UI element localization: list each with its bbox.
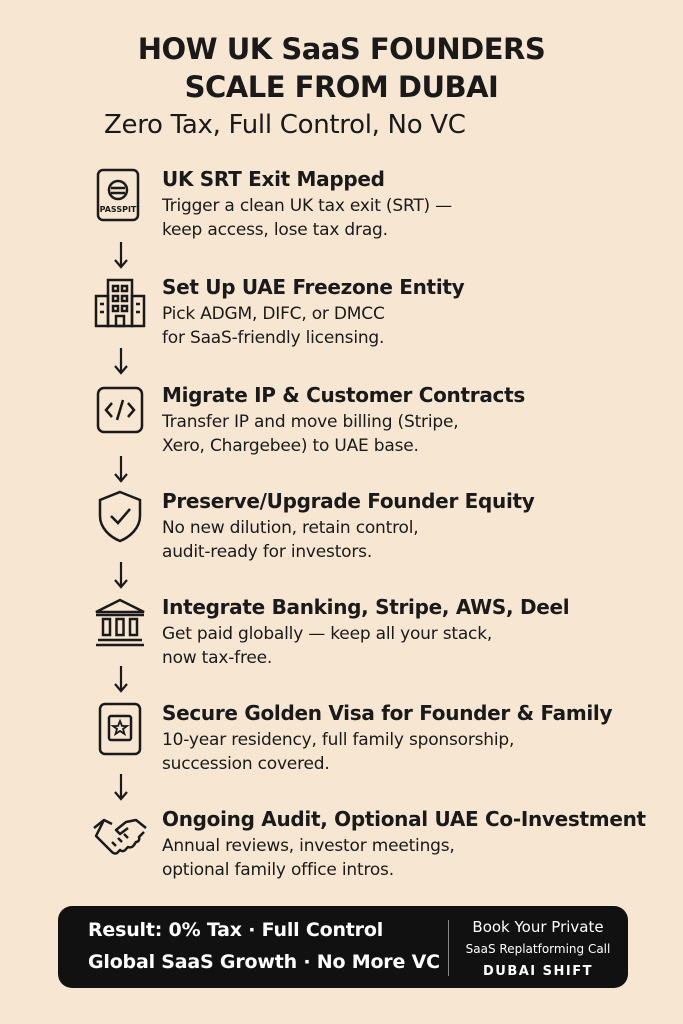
title-line-1: HOW UK SaaS FOUNDERS — [137, 32, 546, 66]
result-line-2: Global SaaS Growth · No More VC — [88, 951, 440, 973]
step-golden-visa — [0, 700, 683, 790]
step-founder-equity — [0, 488, 683, 578]
down-arrow-icon — [112, 664, 130, 694]
step-description: Trigger a clean UK tax exit (SRT) — keep access, lose tax drag. — [162, 196, 452, 240]
step-description: Annual reviews, investor meetings, optional family office intros. — [162, 836, 455, 880]
step-heading: Ongoing Audit, Optional UAE Co-Investment — [162, 807, 646, 831]
step-heading: Secure Golden Visa for Founder & Family — [162, 701, 613, 725]
cta-line-2[interactable]: SaaS Replatforming Call — [465, 942, 611, 956]
building-icon — [92, 274, 148, 330]
step-srt-exit — [0, 166, 683, 256]
down-arrow-icon — [112, 560, 130, 590]
step-heading: Migrate IP & Customer Contracts — [162, 383, 525, 407]
cta-line-1[interactable]: Book Your Private — [472, 918, 604, 936]
result-banner — [58, 906, 628, 988]
step-integrate-banking — [0, 594, 683, 684]
step-description: Get paid globally — keep all your stack, now tax-free. — [162, 624, 493, 668]
step-description: Transfer IP and move billing (Stripe, Xero, Chargebee) to UAE base. — [162, 412, 459, 456]
step-heading: Integrate Banking, Stripe, AWS, Deel — [162, 595, 570, 619]
step-heading: Set Up UAE Freezone Entity — [162, 275, 465, 299]
subtitle: Zero Tax, Full Control, No VC — [104, 110, 466, 140]
down-arrow-icon — [112, 240, 130, 270]
step-freezone-entity — [0, 274, 683, 364]
shield-check-icon — [92, 488, 148, 544]
handshake-icon — [92, 806, 148, 862]
divider — [448, 920, 449, 976]
step-description: 10-year residency, full family sponsorship, succession covered. — [162, 730, 515, 774]
step-ongoing-audit — [0, 806, 683, 896]
step-heading: UK SRT Exit Mapped — [162, 167, 385, 191]
step-heading: Preserve/Upgrade Founder Equity — [162, 489, 535, 513]
passport-icon — [92, 166, 148, 222]
down-arrow-icon — [112, 772, 130, 802]
down-arrow-icon — [112, 346, 130, 376]
bank-icon — [92, 594, 148, 650]
step-migrate-ip — [0, 382, 683, 472]
step-description: Pick ADGM, DIFC, or DMCC for SaaS-friendly licensing. — [162, 304, 385, 348]
title-line-2: SCALE FROM DUBAI — [184, 70, 499, 104]
result-line-1: Result: 0% Tax · Full Control — [88, 919, 384, 941]
svg-text:PASSPIT: PASSPIT — [99, 205, 137, 214]
down-arrow-icon — [112, 454, 130, 484]
visa-card-icon — [92, 700, 148, 756]
step-description: No new dilution, retain control, audit-ready for investors. — [162, 518, 419, 562]
brand-logo: DUBAI SHIFT — [482, 964, 593, 979]
code-icon — [92, 382, 148, 438]
